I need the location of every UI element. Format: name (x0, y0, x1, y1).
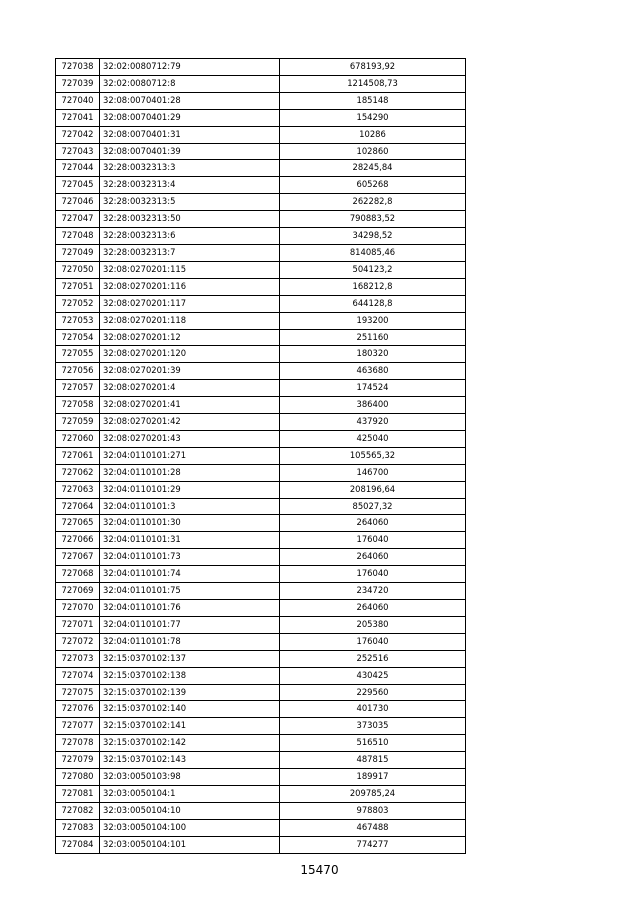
table-row (56, 836, 466, 853)
cadastral-number-cell: 32:04:0110101:28 (100, 464, 280, 481)
table-row (56, 515, 466, 532)
cadastral-number-cell: 32:02:0080712:8 (100, 75, 280, 92)
value-cell: 174524 (280, 380, 466, 397)
table-body (56, 59, 466, 854)
table-row (56, 633, 466, 650)
cadastral-number-cell: 32:03:0050104:10 (100, 802, 280, 819)
row-id-cell: 727040 (56, 92, 100, 109)
value-cell: 234720 (280, 583, 466, 600)
value-cell: 229560 (280, 684, 466, 701)
row-id-cell: 727073 (56, 650, 100, 667)
value-cell: 176040 (280, 633, 466, 650)
table-row (56, 143, 466, 160)
cadastral-number-cell: 32:28:0032313:50 (100, 211, 280, 228)
value-cell: 678193,92 (280, 59, 466, 76)
table-row (56, 616, 466, 633)
table-row (56, 667, 466, 684)
row-id-cell: 727082 (56, 802, 100, 819)
row-id-cell: 727048 (56, 228, 100, 245)
cadastral-number-cell: 32:08:0070401:31 (100, 126, 280, 143)
table-row (56, 583, 466, 600)
table-row (56, 177, 466, 194)
value-cell: 430425 (280, 667, 466, 684)
cadastral-number-cell: 32:03:0050104:101 (100, 836, 280, 853)
value-cell: 154290 (280, 109, 466, 126)
table-row (56, 380, 466, 397)
cadastral-number-cell: 32:08:0270201:118 (100, 312, 280, 329)
row-id-cell: 727041 (56, 109, 100, 126)
table-row (56, 261, 466, 278)
table-row (56, 295, 466, 312)
row-id-cell: 727039 (56, 75, 100, 92)
table-row (56, 414, 466, 431)
cadastral-number-cell: 32:08:0270201:4 (100, 380, 280, 397)
table-row (56, 600, 466, 617)
row-id-cell: 727055 (56, 346, 100, 363)
row-id-cell: 727057 (56, 380, 100, 397)
cadastral-number-cell: 32:08:0270201:12 (100, 329, 280, 346)
cadastral-number-cell: 32:08:0270201:41 (100, 397, 280, 414)
cadastral-number-cell: 32:03:0050104:1 (100, 785, 280, 802)
cadastral-number-cell: 32:15:0370102:142 (100, 735, 280, 752)
table-row (56, 819, 466, 836)
table-row (56, 312, 466, 329)
table-row (56, 735, 466, 752)
value-cell: 463680 (280, 363, 466, 380)
value-cell: 85027,32 (280, 498, 466, 515)
value-cell: 189917 (280, 769, 466, 786)
table-row (56, 244, 466, 261)
cadastral-number-cell: 32:28:0032313:6 (100, 228, 280, 245)
row-id-cell: 727078 (56, 735, 100, 752)
table-row (56, 194, 466, 211)
value-cell: 605268 (280, 177, 466, 194)
table-row (56, 211, 466, 228)
row-id-cell: 727038 (56, 59, 100, 76)
value-cell: 208196,64 (280, 481, 466, 498)
table-row (56, 92, 466, 109)
table-row (56, 498, 466, 515)
value-cell: 262282,8 (280, 194, 466, 211)
cadastral-number-cell: 32:04:0110101:3 (100, 498, 280, 515)
cadastral-number-cell: 32:04:0110101:73 (100, 549, 280, 566)
value-cell: 373035 (280, 718, 466, 735)
row-id-cell: 727044 (56, 160, 100, 177)
row-id-cell: 727077 (56, 718, 100, 735)
cadastral-number-cell: 32:15:0370102:140 (100, 701, 280, 718)
value-cell: 978803 (280, 802, 466, 819)
row-id-cell: 727075 (56, 684, 100, 701)
value-cell: 205380 (280, 616, 466, 633)
table-row (56, 718, 466, 735)
value-cell: 168212,8 (280, 278, 466, 295)
cadastral-number-cell: 32:15:0370102:139 (100, 684, 280, 701)
value-cell: 10286 (280, 126, 466, 143)
row-id-cell: 727052 (56, 295, 100, 312)
value-cell: 814085,46 (280, 244, 466, 261)
value-cell: 28245,84 (280, 160, 466, 177)
value-cell: 102860 (280, 143, 466, 160)
value-cell: 467488 (280, 819, 466, 836)
row-id-cell: 727070 (56, 600, 100, 617)
table-row (56, 532, 466, 549)
value-cell: 34298,52 (280, 228, 466, 245)
row-id-cell: 727072 (56, 633, 100, 650)
row-id-cell: 727066 (56, 532, 100, 549)
row-id-cell: 727081 (56, 785, 100, 802)
row-id-cell: 727042 (56, 126, 100, 143)
row-id-cell: 727062 (56, 464, 100, 481)
table-row (56, 752, 466, 769)
row-id-cell: 727056 (56, 363, 100, 380)
table-row (56, 701, 466, 718)
table-row (56, 785, 466, 802)
cadastral-number-cell: 32:15:0370102:143 (100, 752, 280, 769)
row-id-cell: 727084 (56, 836, 100, 853)
cadastral-number-cell: 32:08:0270201:39 (100, 363, 280, 380)
table-row (56, 109, 466, 126)
table-row (56, 126, 466, 143)
table-row (56, 75, 466, 92)
row-id-cell: 727061 (56, 447, 100, 464)
cadastral-number-cell: 32:08:0070401:39 (100, 143, 280, 160)
value-cell: 180320 (280, 346, 466, 363)
cadastral-number-cell: 32:15:0370102:138 (100, 667, 280, 684)
table-row (56, 363, 466, 380)
cadastral-number-cell: 32:03:0050104:100 (100, 819, 280, 836)
row-id-cell: 727046 (56, 194, 100, 211)
cadastral-number-cell: 32:04:0110101:29 (100, 481, 280, 498)
cadastral-number-cell: 32:03:0050103:98 (100, 769, 280, 786)
value-cell: 146700 (280, 464, 466, 481)
table-row (56, 329, 466, 346)
value-cell: 401730 (280, 701, 466, 718)
cadastral-number-cell: 32:04:0110101:30 (100, 515, 280, 532)
table-row (56, 464, 466, 481)
table-row (56, 228, 466, 245)
row-id-cell: 727067 (56, 549, 100, 566)
row-id-cell: 727054 (56, 329, 100, 346)
cadastral-number-cell: 32:28:0032313:5 (100, 194, 280, 211)
cadastral-number-cell: 32:15:0370102:137 (100, 650, 280, 667)
row-id-cell: 727058 (56, 397, 100, 414)
table-row (56, 430, 466, 447)
value-cell: 487815 (280, 752, 466, 769)
row-id-cell: 727050 (56, 261, 100, 278)
table-row (56, 684, 466, 701)
cadastral-number-cell: 32:08:0070401:28 (100, 92, 280, 109)
row-id-cell: 727074 (56, 667, 100, 684)
row-id-cell: 727063 (56, 481, 100, 498)
table-row (56, 160, 466, 177)
table-row (56, 278, 466, 295)
row-id-cell: 727071 (56, 616, 100, 633)
cadastral-number-cell: 32:08:0270201:42 (100, 414, 280, 431)
cadastral-number-cell: 32:08:0270201:115 (100, 261, 280, 278)
row-id-cell: 727065 (56, 515, 100, 532)
value-cell: 1214508,73 (280, 75, 466, 92)
value-cell: 504123,2 (280, 261, 466, 278)
table-row (56, 650, 466, 667)
table-row (56, 549, 466, 566)
row-id-cell: 727060 (56, 430, 100, 447)
value-cell: 516510 (280, 735, 466, 752)
cadastral-number-cell: 32:28:0032313:4 (100, 177, 280, 194)
cadastral-number-cell: 32:04:0110101:74 (100, 566, 280, 583)
value-cell: 251160 (280, 329, 466, 346)
row-id-cell: 727068 (56, 566, 100, 583)
row-id-cell: 727076 (56, 701, 100, 718)
page-number: 15470 (300, 863, 339, 877)
cadastral-number-cell: 32:04:0110101:271 (100, 447, 280, 464)
value-cell: 425040 (280, 430, 466, 447)
row-id-cell: 727043 (56, 143, 100, 160)
table-row (56, 566, 466, 583)
value-cell: 264060 (280, 600, 466, 617)
cadastral-number-cell: 32:08:0270201:120 (100, 346, 280, 363)
cadastral-number-cell: 32:04:0110101:76 (100, 600, 280, 617)
row-id-cell: 727080 (56, 769, 100, 786)
row-id-cell: 727059 (56, 414, 100, 431)
value-cell: 386400 (280, 397, 466, 414)
table-row (56, 59, 466, 76)
value-cell: 790883,52 (280, 211, 466, 228)
cadastral-number-cell: 32:08:0270201:43 (100, 430, 280, 447)
value-cell: 644128,8 (280, 295, 466, 312)
row-id-cell: 727053 (56, 312, 100, 329)
value-cell: 185148 (280, 92, 466, 109)
row-id-cell: 727083 (56, 819, 100, 836)
value-cell: 252516 (280, 650, 466, 667)
table-row (56, 802, 466, 819)
value-cell: 264060 (280, 549, 466, 566)
row-id-cell: 727045 (56, 177, 100, 194)
table-row (56, 397, 466, 414)
row-id-cell: 727047 (56, 211, 100, 228)
cadastral-number-cell: 32:08:0070401:29 (100, 109, 280, 126)
table-row (56, 447, 466, 464)
value-cell: 176040 (280, 566, 466, 583)
row-id-cell: 727064 (56, 498, 100, 515)
data-table (55, 58, 466, 854)
cadastral-number-cell: 32:04:0110101:77 (100, 616, 280, 633)
cadastral-number-cell: 32:04:0110101:75 (100, 583, 280, 600)
cadastral-number-cell: 32:08:0270201:117 (100, 295, 280, 312)
value-cell: 774277 (280, 836, 466, 853)
value-cell: 209785,24 (280, 785, 466, 802)
cadastral-number-cell: 32:28:0032313:7 (100, 244, 280, 261)
cadastral-number-cell: 32:04:0110101:31 (100, 532, 280, 549)
cadastral-number-cell: 32:02:0080712:79 (100, 59, 280, 76)
row-id-cell: 727049 (56, 244, 100, 261)
table-row (56, 769, 466, 786)
value-cell: 437920 (280, 414, 466, 431)
table-row (56, 346, 466, 363)
row-id-cell: 727051 (56, 278, 100, 295)
cadastral-number-cell: 32:28:0032313:3 (100, 160, 280, 177)
cadastral-number-cell: 32:15:0370102:141 (100, 718, 280, 735)
value-cell: 176040 (280, 532, 466, 549)
cadastral-number-cell: 32:08:0270201:116 (100, 278, 280, 295)
row-id-cell: 727079 (56, 752, 100, 769)
cadastral-number-cell: 32:04:0110101:78 (100, 633, 280, 650)
value-cell: 105565,32 (280, 447, 466, 464)
row-id-cell: 727069 (56, 583, 100, 600)
value-cell: 264060 (280, 515, 466, 532)
value-cell: 193200 (280, 312, 466, 329)
table-row (56, 481, 466, 498)
